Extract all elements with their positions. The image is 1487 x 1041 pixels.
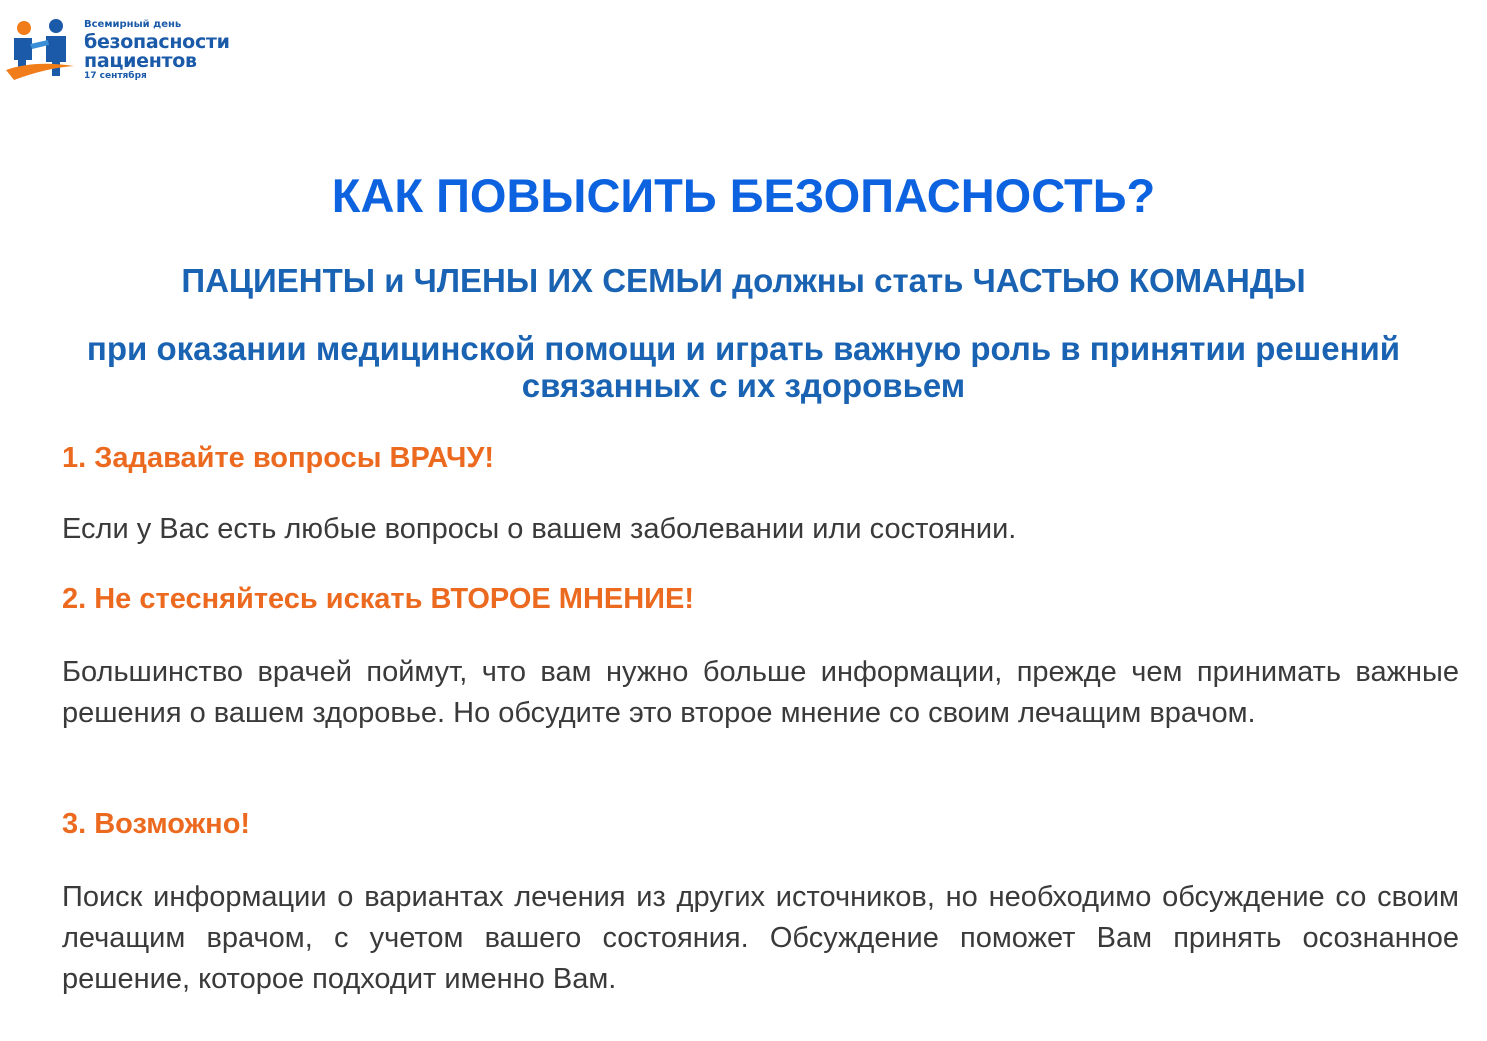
- logo-line-1: безопасности: [84, 31, 230, 53]
- logo-line-2: пациентов: [84, 50, 197, 72]
- section-text-ask-doctor: Если у Вас есть любые вопросы о вашем заболевании или состоянии.: [62, 513, 1017, 545]
- section-text-second-opinion: Большинство врачей поймут, что вам нужно больше информации, прежде чем принимать важные решения о вашем здоровье. Но обсудите это второе мнение со своим лечащим врачом.: [62, 656, 1459, 729]
- people-helping-icon: [4, 16, 82, 82]
- section-heading-ask-doctor: 1. Задавайте вопросы ВРАЧУ!: [62, 442, 495, 474]
- subtitle-medical-care-role: при оказании медицинской помощи и играть важную роль в принятии решений связанных с их здоровьем: [86, 330, 1401, 404]
- section-heading-second-opinion: 2. Не стесняйтесь искать ВТОРОЕ МНЕНИЕ!: [62, 583, 695, 615]
- logo-date: 17 сентября: [84, 71, 147, 81]
- section-heading-possible: 3. Возможно!: [62, 808, 251, 840]
- world-patient-safety-day-logo: [4, 16, 264, 92]
- section-text-possible: Поиск информации о вариантах лечения из других источников, но необходимо обсуждение со своим лечащим врачом, с учетом вашего состояния. Обсуждение поможет Вам принять осознанное решение, которое подходит именно Вам.: [62, 881, 1459, 995]
- page-title: КАК ПОВЫСИТЬ БЕЗОПАСНОСТЬ?: [331, 169, 1156, 222]
- logo-text: [84, 20, 230, 81]
- subtitle-patients-team: ПАЦИЕНТЫ и ЧЛЕНЫ ИХ СЕМЬИ должны стать ЧАСТЬЮ КОМАНДЫ: [181, 262, 1306, 299]
- logo-top-line: Всемирный день: [84, 19, 182, 30]
